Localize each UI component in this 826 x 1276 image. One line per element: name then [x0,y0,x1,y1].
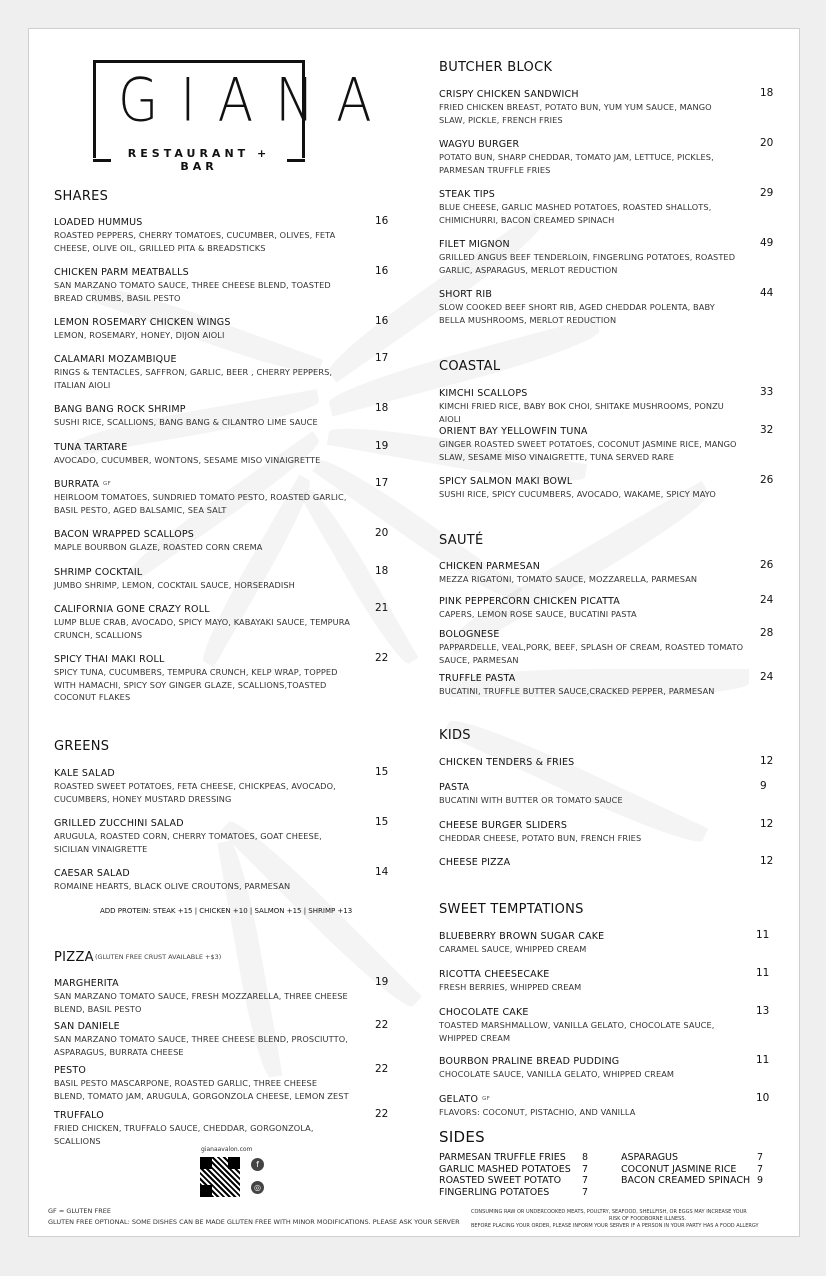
website-text: gianaavalon.com [201,1146,253,1153]
menu-item [439,1006,724,1044]
item-price: 33 [760,386,774,398]
item-name: BOLOGNESE [439,629,500,640]
side-item-name: FINGERLING POTATOES [439,1186,550,1198]
item-price: 18 [375,565,389,577]
pizza-gf-note: (GLUTEN FREE CRUST AVAILABLE +$3) [95,953,222,961]
item-desc: HEIRLOOM TOMATOES, SUNDRIED TOMATO PESTO, ROASTED GARLIC, BASIL PESTO, AGED BALSAMIC, SEA SALT [54,492,347,515]
item-price: 12 [760,855,774,867]
item-price: 15 [375,816,389,828]
menu-item [439,238,739,276]
warning-line-3: BEFORE PLACING YOUR ORDER, PLEASE INFORM YOUR SERVER IF A PERSON IN YOUR PARTY HAS A FOOD ALLERGY [471,1223,759,1229]
menu-item [439,968,724,994]
item-desc: SPICY TUNA, CUCUMBERS, TEMPURA CRUNCH, KELP WRAP, TOPPED WITH HAMACHI, SPICY SOY GINGER GLAZE, SCALLIONS,TOASTED COCONUT FLAKES [54,667,338,702]
item-desc: FRESH BERRIES, WHIPPED CREAM [439,982,582,992]
item-desc: BLUE CHEESE, GARLIC MASHED POTATOES, ROASTED SHALLOTS, CHIMICHURRI, BACON CREAMED SPINACH [439,202,712,225]
item-price: 16 [375,265,389,277]
menu-item [439,672,744,698]
item-desc: FLAVORS: COCONUT, PISTACHIO, AND VANILLA [439,1107,636,1117]
menu-item [54,817,339,855]
item-name: SHORT RIB [439,289,493,300]
item-price: 20 [760,137,774,149]
item-desc: CARAMEL SAUCE, WHIPPED CREAM [439,944,587,954]
item-name: GRILLED ZUCCHINI SALAD [54,818,184,829]
item-name: PASTA [439,782,470,793]
side-item-name: ROASTED SWEET POTATO [439,1175,562,1186]
menu-item [54,867,339,893]
item-price: 22 [375,1019,389,1031]
section-title-kids: KIDS [439,728,471,743]
menu-item [54,603,359,641]
menu-item [439,560,744,586]
gf-key: GF = GLUTEN FREE [48,1207,111,1215]
item-price: 26 [760,474,774,486]
item-price: 12 [760,818,774,830]
item-desc: SUSHI RICE, SPICY CUCUMBERS, AVOCADO, WAKAME, SPICY MAYO [439,489,716,499]
item-name: TUNA TARTARE [54,442,128,453]
menu-item [54,403,359,429]
item-desc: AVOCADO, CUCUMBER, WONTONS, SESAME MISO VINAIGRETTE [54,455,321,465]
item-price: 18 [375,402,389,414]
side-item-price: 9 [757,1175,764,1186]
item-desc: JUMBO SHRIMP, LEMON, COCKTAIL SAUCE, HORSERADISH [54,580,295,590]
item-price: 16 [375,215,389,227]
item-price: 26 [760,559,774,571]
item-name: SAN DANIELE [54,1021,120,1032]
item-price: 22 [375,1063,389,1075]
item-price: 19 [375,440,389,452]
item-price: 21 [375,602,389,614]
section-title-pizza: PIZZA [54,950,94,965]
item-name: BURRATA $^{GF}$ [54,479,111,490]
brand-subtitle: RESTAURANT + BAR [127,147,271,173]
item-desc: CHEDDAR CHEESE, POTATO BUN, FRENCH FRIES [439,833,642,843]
side-item-price: 7 [582,1175,589,1186]
item-desc: FRIED CHICKEN, TRUFFALO SAUCE, CHEDDAR, GORGONZOLA, SCALLIONS [54,1123,314,1146]
menu-item [54,1109,349,1147]
item-name: CRISPY CHICKEN SANDWICH [439,89,579,100]
menu-item [439,781,744,807]
side-item-name: PARMESAN TRUFFLE FRIES [439,1152,566,1163]
menu-item [439,188,739,226]
item-price: 44 [760,287,774,299]
item-name: CALIFORNIA GONE CRAZY ROLL [54,604,210,615]
gf-badge: GF [103,481,111,487]
item-price: 11 [756,967,770,979]
section-title-sweet: SWEET TEMPTATIONS [439,902,584,917]
item-price: 12 [760,755,774,767]
menu-item [439,856,744,869]
menu-item [54,767,339,805]
item-name: LEMON ROSEMARY CHICKEN WINGS [54,317,231,328]
item-name: CHICKEN PARMESAN [439,561,541,572]
side-item-price: 7 [582,1186,589,1198]
item-desc: SAN MARZANO TOMATO SAUCE, FRESH MOZZARELLA, THREE CHEESE BLEND, BASIL PESTO [54,991,348,1014]
item-price: 15 [375,766,389,778]
item-name: FILET MIGNON [439,239,510,250]
side-item-price: 7 [582,1163,589,1175]
item-price: 49 [760,237,774,249]
item-name: BACON WRAPPED SCALLOPS [54,529,195,540]
item-desc: ROMAINE HEARTS, BLACK OLIVE CROUTONS, PARMESAN [54,881,291,891]
menu-item [54,1020,349,1058]
menu-item [439,930,724,956]
menu-item [54,977,349,1015]
item-price: 13 [756,1005,770,1017]
item-price: 9 [760,780,767,792]
menu-item [54,653,359,704]
item-desc: GINGER ROASTED SWEET POTATOES, COCONUT JASMINE RICE, MANGO SLAW, SESAME MISO VINAIGRETTE, TUNA SERVED RARE [439,439,737,462]
item-name: ORIENT BAY YELLOWFIN TUNA [439,426,588,437]
item-desc: BASIL PESTO MASCARPONE, ROASTED GARLIC, THREE CHEESE BLEND, TOMATO JAM, ARUGULA, GORGONZOLA CHEESE, LEMON ZEST [54,1078,349,1101]
section-title-shares: SHARES [54,189,109,204]
menu-item [439,1093,724,1119]
item-desc: LEMON, ROSEMARY, HONEY, DIJON AIOLI [54,330,225,340]
item-desc: RINGS & TENTACLES, SAFFRON, GARLIC, BEER , CHERRY PEPPERS, ITALIAN AIOLI [54,367,333,390]
item-name: SPICY THAI MAKI ROLL [54,654,165,665]
menu-item [439,475,744,501]
menu-item [439,425,744,463]
item-name: STEAK TIPS [439,189,495,200]
item-name: LOADED HUMMUS [54,217,143,228]
section-title-saute: SAUTÉ [439,533,484,548]
facebook-icon[interactable]: f [251,1158,264,1171]
menu-item [439,819,744,845]
section-title-coastal: COASTAL [439,359,501,374]
section-title-butcher: BUTCHER BLOCK [439,60,553,75]
item-price: 20 [375,527,389,539]
menu-item [54,216,359,254]
item-name: BOURBON PRALINE BREAD PUDDING [439,1056,620,1067]
menu-page [28,28,800,1237]
menu-item [439,628,744,666]
menu-item [54,478,359,516]
item-name: WAGYU BURGER [439,139,520,150]
item-price: 24 [760,671,774,683]
item-name: GELATO $^{GF}$ [439,1094,490,1105]
item-price: 17 [375,477,389,489]
item-price: 10 [756,1092,770,1104]
side-item-price: 8 [582,1152,589,1163]
item-price: 16 [375,315,389,327]
item-name: PESTO [54,1065,87,1076]
item-desc: MEZZA RIGATONI, TOMATO SAUCE, MOZZARELLA, PARMESAN [439,574,698,584]
item-name: TRUFFALO [54,1110,104,1121]
item-name: SHRIMP COCKTAIL [54,567,143,578]
item-name: BANG BANG ROCK SHRIMP [54,404,186,415]
gf-note: GLUTEN FREE OPTIONAL: SOME DISHES CAN BE MADE GLUTEN FREE WITH MINOR MODIFICATIONS. PLEASE ASK YOUR SERVER [48,1218,460,1226]
side-item-price: 7 [757,1152,764,1163]
item-desc: ARUGULA, ROASTED CORN, CHERRY TOMATOES, GOAT CHEESE, SICILIAN VINAIGRETTE [54,831,322,854]
item-desc: SLOW COOKED BEEF SHORT RIB, AGED CHEDDAR POLENTA, BABY BELLA MUSHROOMS, MERLOT REDUCTION [439,302,715,325]
menu-item [54,1064,349,1102]
menu-item [54,353,359,391]
add-protein-note: ADD PROTEIN: STEAK +15 | CHICKEN +10 | SALMON +15 | SHRIMP +13 [100,907,353,915]
item-desc: CAPERS, LEMON ROSE SAUCE, BUCATINI PASTA [439,609,637,619]
side-item-name: BACON CREAMED SPINACH [621,1175,751,1186]
item-name: CHEESE BURGER SLIDERS [439,820,568,831]
item-price: 32 [760,424,774,436]
item-desc: SUSHI RICE, SCALLIONS, BANG BANG & CILANTRO LIME SAUCE [54,417,318,427]
item-desc: LUMP BLUE CRAB, AVOCADO, SPICY MAYO, KABAYAKI SAUCE, TEMPURA CRUNCH, SCALLIONS [54,617,350,640]
item-name: TRUFFLE PASTA [439,673,516,684]
menu-item [54,316,359,342]
qr-code [200,1157,240,1197]
item-desc: TOASTED MARSHMALLOW, VANILLA GELATO, CHOCOLATE SAUCE, WHIPPED CREAM [439,1020,715,1043]
item-name: PINK PEPPERCORN CHICKEN PICATTA [439,596,620,607]
menu-item [439,88,739,126]
menu-item [54,566,359,592]
item-name: CHOCOLATE CAKE [439,1007,529,1018]
item-desc: CHOCOLATE SAUCE, VANILLA GELATO, WHIPPED CREAM [439,1069,675,1079]
menu-item [54,528,359,554]
item-name: CAESAR SALAD [54,868,130,879]
instagram-icon[interactable]: ◎ [251,1181,264,1194]
item-name: CHEESE PIZZA [439,857,511,868]
warning-line-1: CONSUMING RAW OR UNDERCOOKED MEATS, POULTRY, SEAFOOD, SHELLFISH, OR EGGS MAY INCREASE YOUR [471,1209,747,1215]
gf-badge: GF [482,1096,490,1102]
item-desc: ROASTED SWEET POTATOES, FETA CHEESE, CHICKPEAS, AVOCADO, CUCUMBERS, HONEY MUSTARD DRESSING [54,781,336,804]
item-desc: GRILLED ANGUS BEEF TENDERLOIN, FINGERLING POTATOES, ROASTED GARLIC, ASPARAGUS, MERLOT REDUCTION [439,252,736,275]
menu-item [439,288,739,326]
item-desc: BUCATINI WITH BUTTER OR TOMATO SAUCE [439,795,623,805]
item-price: 11 [756,929,770,941]
item-name: SPICY SALMON MAKI BOWL [439,476,573,487]
item-price: 24 [760,594,774,606]
menu-item [54,266,359,304]
item-desc: POTATO BUN, SHARP CHEDDAR, TOMATO JAM, LETTUCE, PICKLES, PARMESAN TRUFFLE FRIES [439,152,714,175]
item-desc: KIMCHI FRIED RICE, BABY BOK CHOI, SHITAKE MUSHROOMS, PONZU AIOLI [439,401,724,424]
section-title-sides: SIDES [439,1128,485,1146]
item-name: KALE SALAD [54,768,115,779]
side-item-name: GARLIC MASHED POTATOES [439,1163,571,1175]
item-price: 19 [375,976,389,988]
item-price: 11 [756,1054,770,1066]
item-price: 29 [760,187,774,199]
brand-logo [93,60,394,173]
item-desc: ROASTED PEPPERS, CHERRY TOMATOES, CUCUMBER, OLIVES, FETA CHEESE, OLIVE OIL, GRILLED PITA & BREADSTICKS [54,230,336,253]
item-desc: FRIED CHICKEN BREAST, POTATO BUN, YUM YUM SAUCE, MANGO SLAW, PICKLE, FRENCH FRIES [439,102,712,125]
side-item-price: 7 [757,1163,764,1175]
item-desc: BUCATINI, TRUFFLE BUTTER SAUCE,CRACKED PEPPER, PARMESAN [439,686,715,696]
item-desc: SAN MARZANO TOMATO SAUCE, THREE CHEESE BLEND, PROSCIUTTO, ASPARAGUS, BURRATA CHEESE [54,1034,348,1057]
item-name: RICOTTA CHEESECAKE [439,969,550,980]
side-item-name: COCONUT JASMINE RICE [621,1163,737,1175]
menu-item [439,138,739,176]
item-name: BLUEBERRY BROWN SUGAR CAKE [439,931,605,942]
item-name: CHICKEN PARM MEATBALLS [54,267,189,278]
menu-item [439,756,744,769]
item-price: 22 [375,1108,389,1120]
menu-item [439,1055,724,1081]
item-desc: MAPLE BOURBON GLAZE, ROASTED CORN CREMA [54,542,263,552]
menu-item [439,387,744,425]
menu-item [54,441,359,467]
side-item-name: ASPARAGUS [621,1152,679,1163]
item-desc: PAPPARDELLE, VEAL,PORK, BEEF, SPLASH OF CREAM, ROASTED TOMATO SAUCE, PARMESAN [439,642,744,665]
item-desc: SAN MARZANO TOMATO SAUCE, THREE CHEESE BLEND, TOASTED BREAD CRUMBS, BASIL PESTO [54,280,331,303]
item-name: CHICKEN TENDERS & FRIES [439,757,575,768]
item-price: 22 [375,652,389,664]
warning-line-2: RISK OF FOODBORNE ILLNESS. [609,1216,687,1222]
item-price: 17 [375,352,389,364]
item-price: 28 [760,627,774,639]
item-name: CALAMARI MOZAMBIQUE [54,354,177,365]
menu-item [439,595,744,621]
item-price: 14 [375,866,389,878]
item-name: KIMCHI SCALLOPS [439,388,528,399]
brand-name: GIANA [118,66,394,136]
item-name: MARGHERITA [54,978,119,989]
section-title-greens: GREENS [54,739,110,754]
item-price: 18 [760,87,774,99]
